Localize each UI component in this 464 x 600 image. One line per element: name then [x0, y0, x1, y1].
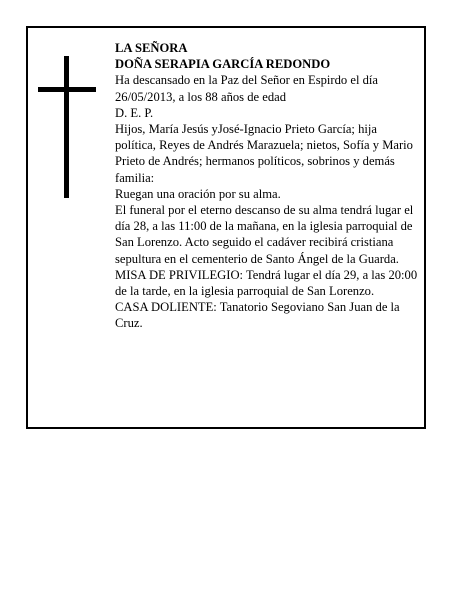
family-list: Hijos, María Jesús yJosé-Ignacio Prieto García; hija política, Reyes de Andrés Marazuela; nietos, Sofía y Mario Prieto de Andrés; hermanos políticos, sobrinos y demás familia:: [115, 122, 413, 185]
latin-cross-icon: [38, 56, 96, 198]
prayer-request: Ruegan una oración por su alma.: [115, 186, 281, 201]
rip-line: D. E. P.: [115, 105, 154, 120]
cross-vertical-bar: [64, 56, 69, 198]
deceased-name: DOÑA SERAPIA GARCÍA REDONDO: [115, 57, 331, 72]
notice-text: [115, 40, 419, 332]
cross-horizontal-bar: [38, 87, 96, 92]
death-announcement: Ha descansado en la Paz del Señor en Espirdo el día 26/05/2013, a los 88 años de edad: [115, 73, 378, 104]
funeral-details: El funeral por el eterno descanso de su alma tendrá lugar el día 28, a las 11:00 de la mañana, en la iglesia parroquial de San Lorenzo. Acto seguido el cadáver recibirá cristiana sepultura en el cementerio de Santo Ángel de la Guarda.: [115, 203, 414, 266]
obituary-notice: [26, 26, 426, 429]
mass-details: MISA DE PRIVILEGIO: Tendrá lugar el día 29, a las 20:00 de la tarde, en la iglesia parroquial de San Lorenzo.: [115, 267, 418, 299]
mourning-house: CASA DOLIENTE: Tanatorio Segoviano San Juan de la Cruz.: [115, 300, 400, 331]
notice-title: LA SEÑORA: [115, 41, 188, 55]
